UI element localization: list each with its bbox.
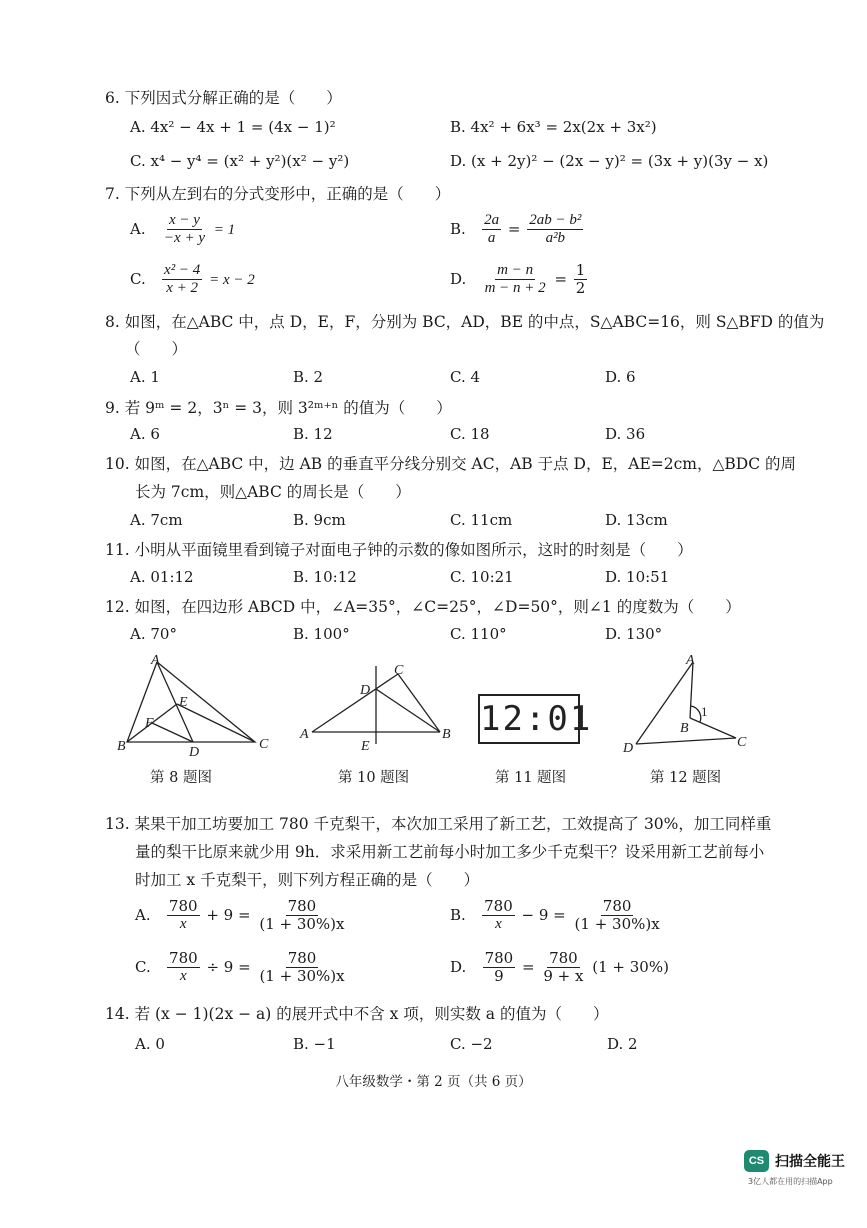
q9-option-c: C. 18 [450, 425, 490, 443]
denominator: (1 + 30%)x [574, 915, 660, 934]
segment-ab [690, 662, 693, 718]
segment-ac [312, 674, 398, 732]
numerator: 780 [549, 949, 578, 967]
fraction [162, 262, 202, 298]
denominator: x [179, 916, 187, 933]
numerator: 2ab − b² [527, 212, 583, 230]
figure-10-caption: 第 10 题图 [338, 770, 410, 786]
figure-10 [298, 662, 458, 754]
option-label: B. [450, 219, 466, 238]
label-e: E [179, 695, 188, 710]
scanner-app-name: 扫描全能王 [775, 1154, 845, 1170]
label-e: E [361, 739, 370, 754]
factor: (1 + 30%) [592, 957, 669, 976]
numerator: 780 [484, 949, 514, 967]
numerator: 780 [169, 949, 198, 967]
q12-option-d: D. 130° [605, 625, 663, 643]
q6-option-d: D. (x + 2y)² − (2x − y)² = (3x + y)(3y − x) [450, 152, 769, 170]
q8-stem-line1: 8. 如图，在△ABC 中，点 D，E，F，分别为 BC，AD，BE 的中点，S△ABC=16，则 S△BFD 的值为 [105, 313, 825, 331]
denominator: −x + y [163, 230, 205, 247]
figure-11-clock [478, 694, 593, 744]
denominator: 9 + x [543, 967, 584, 986]
q9-option-d: D. 36 [605, 425, 646, 443]
denominator: a²b [545, 230, 566, 247]
q10-option-b: B. 9cm [293, 511, 346, 529]
q14-option-c: C. −2 [450, 1035, 493, 1053]
rhs: = x − 2 [209, 271, 255, 288]
label-b: B [117, 739, 126, 754]
numerator: 780 [287, 949, 317, 967]
equals: = [554, 269, 568, 288]
operator: + 9 = [206, 905, 251, 924]
numerator: 780 [287, 897, 317, 915]
denominator: 2 [575, 279, 586, 298]
q7-option-c [130, 262, 255, 298]
q13-option-c [135, 950, 349, 986]
q12-stem: 12. 如图，在四边形 ABCD 中，∠A=35°，∠C=25°，∠D=50°，则∠1 的度数为（ ） [105, 598, 741, 616]
q12-option-a: A. 70° [130, 625, 177, 643]
option-label: D. [450, 269, 467, 288]
q12-option-b: B. 100° [293, 625, 350, 643]
fraction [162, 212, 207, 248]
q10-stem-line1: 10. 如图，在△ABC 中，边 AB 的垂直平分线分别交 AC，AB 于点 D，E，AE=2cm，△BDC 的周 [105, 455, 797, 473]
numerator: m − n [495, 262, 535, 280]
numerator: 1 [575, 261, 586, 279]
fraction [483, 950, 516, 986]
numerator: 780 [168, 897, 198, 915]
q14-option-a: A. 0 [135, 1035, 165, 1053]
label-angle-1: 1 [701, 704, 708, 719]
numerator: 780 [602, 897, 632, 915]
q13-stem-line2: 量的梨干比原来就少用 9h．求采用新工艺前每小时加工多少千克梨干？设采用新工艺前每小 [135, 843, 765, 861]
numerator: 2a [482, 212, 501, 230]
scanner-logo-icon: CS [744, 1150, 769, 1172]
option-label: C. [130, 269, 146, 288]
numerator: x − y [167, 212, 202, 230]
figure-12-caption: 第 12 题图 [650, 770, 722, 786]
q7-stem: 7. 下列从左到右的分式变形中，正确的是（ ） [105, 185, 451, 203]
fraction [574, 262, 588, 298]
denominator: (1 + 30%)x [259, 915, 345, 934]
fraction [482, 212, 501, 248]
q10-option-d: D. 13cm [605, 511, 668, 529]
q10-option-a: A. 7cm [130, 511, 183, 529]
q8-stem-line2: （ ） [125, 340, 188, 358]
operator: ÷ 9 = [206, 957, 251, 976]
segment-fd [152, 723, 193, 742]
q9-option-b: B. 12 [293, 425, 333, 443]
clock-display: 12:01 [480, 699, 593, 739]
label-b: B [680, 721, 689, 736]
label-b: B [442, 727, 451, 742]
q6-option-b: B. 4x² + 6x³ = 2x(2x + 3x²) [450, 118, 657, 136]
q11-option-c: C. 10:21 [450, 568, 514, 586]
option-label: A. [135, 905, 151, 924]
q11-option-a: A. 01:12 [130, 568, 194, 586]
label-a: A [686, 653, 695, 668]
q13-stem-line3: 时加工 x 千克梨干，则下列方程正确的是（ ） [135, 871, 480, 889]
q14-stem: 14. 若 (x − 1)(2x − a) 的展开式中不含 x 项，则实数 a 的值为（ ） [105, 1005, 609, 1023]
denominator: (1 + 30%)x [259, 967, 345, 986]
q11-option-d: D. 10:51 [605, 568, 670, 586]
denominator: a [487, 230, 496, 247]
q8-option-d: D. 6 [605, 368, 636, 386]
segment-db [376, 689, 440, 732]
q10-option-c: C. 11cm [450, 511, 513, 529]
scanner-tagline: 3亿人都在用的扫描App [748, 1177, 833, 1186]
numerator: 780 [484, 897, 513, 915]
fraction [573, 898, 662, 934]
label-c: C [737, 735, 747, 750]
operator: − 9 = [521, 905, 566, 924]
scanner-watermark [744, 1148, 864, 1186]
label-f: F [145, 716, 154, 731]
figure-8 [115, 652, 275, 757]
figure-12 [618, 652, 758, 757]
label-a: A [151, 653, 160, 668]
option-label: B. [450, 905, 466, 924]
figure-8-caption: 第 8 题图 [150, 770, 212, 786]
fraction [483, 262, 548, 298]
q8-option-b: B. 2 [293, 368, 324, 386]
rhs: = 1 [213, 221, 236, 238]
segment-dc [636, 738, 736, 744]
q7-option-b [450, 212, 585, 248]
q13-stem-line1: 13. 某果干加工坊要加工 780 千克梨干，本次加工采用了新工艺，工效提高了 30%，加工同样重 [105, 815, 772, 833]
operator: = [522, 957, 535, 976]
denominator: x + 2 [166, 280, 199, 297]
q6-option-c: C. x⁴ − y⁴ = (x² + y²)(x² − y²) [130, 152, 350, 170]
segment-cb [398, 674, 440, 732]
denominator: x [495, 916, 502, 933]
q10-stem-line2: 长为 7cm，则△ABC 的周长是（ ） [135, 483, 411, 501]
label-d: D [360, 683, 371, 698]
q8-option-a: A. 1 [130, 368, 160, 386]
label-a: A [300, 727, 309, 742]
q14-option-d: D. 2 [607, 1035, 638, 1053]
fraction [257, 950, 346, 986]
fraction [541, 950, 585, 986]
q13-option-a [135, 898, 349, 934]
fraction [527, 212, 583, 248]
q6-stem: 6. 下列因式分解正确的是（ ） [105, 89, 342, 107]
numerator: x² − 4 [162, 262, 202, 280]
q14-option-b: B. −1 [293, 1035, 336, 1053]
q8-option-c: C. 4 [450, 368, 481, 386]
q13-option-d [450, 950, 669, 986]
q9-stem: 9. 若 9ᵐ = 2，3ⁿ = 3，则 3²ᵐ⁺ⁿ 的值为（ ） [105, 399, 452, 417]
fraction [167, 950, 200, 986]
denominator: 9 [494, 967, 504, 986]
label-d: D [623, 741, 634, 756]
q11-stem: 11. 小明从平面镜里看到镜子对面电子钟的示数的像如图所示，这时的时刻是（ ） [105, 541, 693, 559]
label-d: D [189, 745, 200, 757]
q11-option-b: B. 10:12 [293, 568, 357, 586]
q6-option-a: A. 4x² − 4x + 1 = (4x − 1)² [130, 118, 336, 136]
option-label: A. [130, 219, 146, 238]
denominator: x [180, 968, 187, 985]
segment-bc [690, 718, 736, 738]
fraction [167, 898, 200, 934]
option-label: D. [450, 957, 467, 976]
q12-option-c: C. 110° [450, 625, 507, 643]
segment-ad [157, 662, 193, 742]
option-label: C. [135, 957, 151, 976]
equals: = [507, 219, 521, 238]
denominator: m − n + 2 [484, 280, 546, 297]
q9-option-a: A. 6 [130, 425, 160, 443]
q7-option-a [130, 212, 235, 248]
fraction [482, 898, 515, 934]
label-c: C [259, 737, 269, 752]
fraction [257, 898, 346, 934]
figure-11-caption: 第 11 题图 [495, 770, 567, 786]
label-c: C [394, 663, 404, 678]
page-footer: 八年级数学・第 2 页（共 6 页） [335, 1074, 532, 1090]
q13-option-b [450, 898, 664, 934]
q7-option-d [450, 262, 589, 298]
